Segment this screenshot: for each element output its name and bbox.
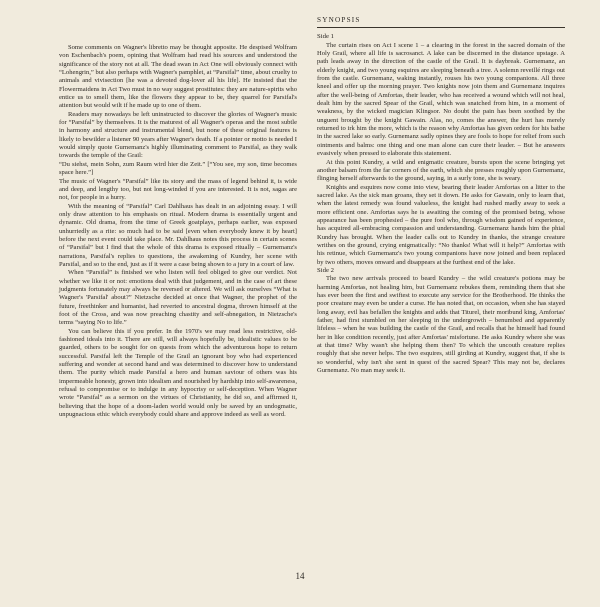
side-1-paragraph-2: At this point Kundry, a wild and enigmatic creature, bursts upon the scene bringing yet another balsam from the far corners of the earth, which she presses roughly upon Gurnemanz, flinging herself afterwards to the ground, saying, in a surly tone, she is weary. bbox=[317, 158, 565, 183]
essay-paragraph-1: Some comments on Wagner's libretto may be thought apposite. He despised Wolfram von Eschenbach's poem, opining that Wolfram had read his sources and understood the significance of the story not at all. The dead swan in Act One will obviously connect with “Lohengrin,” but also perhaps with Wagner's pamphlet, at “Parsifal” time, about cruelty to animals and vivisection [he was a devoted dog-lover all his life]. He insisted that the Flowermaidens in Act Two must in no way suggest prostitutes: they are nature-spirits who entice us to smell them, like the flowers they appear to be, they quarrel for Parsifal's attention but would wilt if he made up to one of them. bbox=[59, 44, 297, 110]
page-number: 14 bbox=[295, 571, 305, 581]
side-2-heading: Side 2 bbox=[317, 266, 334, 274]
essay-column bbox=[59, 44, 297, 419]
essay-paragraph-4: With the meaning of “Parsifal” Carl Dahlhaus has dealt in an adjoining essay. I will only draw attention to his emphasis on ritual. Modern drama is essentially urgent and dynamic. Old drama, from the time of Greek goatplays, perhaps earlier, was exposed unhurriedly as a rite: so much had to be said [even when everybody knew it by heart] before the next event could take place. Mr. Dahlhaus notes this process in certain scenes of “Parsifal” but I find that the whole of this drama is exposed ritually – Gurnemanz's narrations, Parsifal's replies to questions, the awakening of Kundry, her scene with Parsifal, and so to the end, just as if it were a case being shown to a jury in a court of law. bbox=[59, 202, 297, 268]
side-1-paragraph-3: Knights and esquires now come into view, bearing their leader Amfortas on a litter to the sacred lake. As the sick man groans, they set it down. He asks for Gawain, only to learn that, when the latest remedy was found valueless, the knight had rushed madly away to seek a more efficient one. Amfortas says he is awaiting the coming of the promised being, whose appearance has been prophesied – the pure fool who, through wisdom gained of experience, has acquired all-embracing compassion and understanding. Gurnemanz hands him the phial Kundry has brought. When the leader calls out to Kundry in thanks, the strange creature writhes on the ground, crying enigmatically: “No thanks! What will it help?” Amfortas with his retinue, which Gurnemanz's two young companions have now joined and been replaced by two others, moves onward and disappears at the furthest end of the lake. bbox=[317, 183, 565, 266]
side-2-paragraph-1: The two new arrivals proceed to beard Kundry – the wild creature's potions may be harming Amfortas, not healing him, but Gurnemanz rebukes them, reminding them that she has ever been the first and swiftest to execute any service for the Brotherhood. He thinks the poor creature may even be under a curse. He has noted that, on occasion, when she has stayed long away, evil has befallen the knights and adds that Titurel, their moribund king, Amfortas' father, had first stumbled on her sleeping in the undergrowth – benumbed and apparently lifeless – when he was building the castle of the Grail, and recalls that he himself had found her in like condition recently, just after Amfortas' misfortune. He asks Kundry where she was at that time? Why wasn't she helping them then? To which the uncouth creature replies roughly that she never helps. The two esquires, still girding at Kundry, suggest that, if she is so wonderful, why isn't she sent in quest of the sacred Spear? This may not be, declares Gurnemanz. No man may seek it. bbox=[317, 275, 565, 375]
essay-paragraph-6: You can believe this if you prefer. In the 1970's we may read less restrictive, old-fashioned ideals into it. There are still, will always hopefully be, idealistic values to be guarded, others to be sought for on quests from which the adventurous hope to return successful. Parsifal left the Temple of the Grail an ignorant boy who had experienced suffering and wonder at second hand and was determined to discover how to understand them. The purity which made Parsifal a hero and human saviour of others was his impermeable honesty, grown into idealism and nourished by hardship into self-awareness, refusal to compromise or to indulge in any hypocrisy or self-deception. When Wagner wrote “Parsifal” as a sermon on the virtues of Christianity, he did so, and affirmed it, believing that the hope of a doom-laden world would only be saved by an undogmatic, unpugnacious ethic which everybody could share and approve indeed as well as word. bbox=[59, 327, 297, 419]
essay-paragraph-2: Readers may nowadays be left uninstructed to discover the glories of Wagner's music for “Parsifal” by themselves. It is the maturest of all Wagner's operas and the most subtle in harmony and structure and instrumental blend, but none of these original features is likely to bewilder a listener 90 years after Wagner's death. If a pointer or motto is needed I would simply quote Gurnemanz's highly illuminating comment to Parsifal, as they walk towards the temple of the Grail: bbox=[59, 110, 297, 160]
synopsis-column bbox=[317, 16, 565, 375]
essay-quote: “Du siehst, mein Sohn, zum Raum wird hier die Zeit.” [“You see, my son, time becomes space here.”] bbox=[59, 160, 297, 177]
essay-paragraph-5: When “Parsifal” is finished we who listen will feel obliged to give our verdict. Not whether we like it or not: emotions deal with that judgement, and in the case of art these judgments fortunately may always be reversed or altered. We will ask ourselves “What is Wagner's 'Parsifal' about?” Nietzsche decided at once that Wagner, the prophet of the future, freethinker and humanist, had reverted to ancestral dogma, thrown himself at the foot of the Cross, and was now preaching chastity and self-abnegation, in Nietzsche's terms “saying No to life.” bbox=[59, 269, 297, 327]
side-1-paragraph-1: The curtain rises on Act I scene 1 – a clearing in the forest in the sacred domain of the Holy Grail, where all life is sacrosanct. A lake can be discerned in the distance upstage. A path leads away in the direction of the castle of the Grail. It is daybreak. Gurnemanz, an elderly knight, and two young esquires are sleeping beneath a tree. A solemn reveillé rings out from the castle. Gurnemanz, waking instantly, rouses his two young companions. All three kneel and offer up the morning prayer. Two knights now join them and Gurnemanz inquires after the well-being of Amfortas, their leader, who has received a wound which will not heal, dealt him by the sacred Spear of the Grail, which was snatched from him, in a moment of weakness, by the wicked magician Klingsor. No doubt the pain has been soothed by the unguent brought by the knight Gawain. Alas, no, comes the answer, the hurt has merely returned to irk him the more, which is the reason why Amfortas has given orders for his bathe in the sacred lake so early. Gurnemanz sadly opines they are fools to hope for relief from such ointments and balms: one thing and one man alone can cure their leader. – But he answers evasively when pressed to elaborate this statement. bbox=[317, 41, 565, 158]
side-1-heading: Side 1 bbox=[317, 33, 334, 41]
essay-paragraph-3: The music of Wagner's “Parsifal” like its story and the mass of legend behind it, is wide and deep, and lengthy too, but not long-winded if you are interested. It is not, sagas are not, for people in a hurry. bbox=[59, 177, 297, 202]
synopsis-heading: SYNOPSIS bbox=[317, 16, 565, 28]
